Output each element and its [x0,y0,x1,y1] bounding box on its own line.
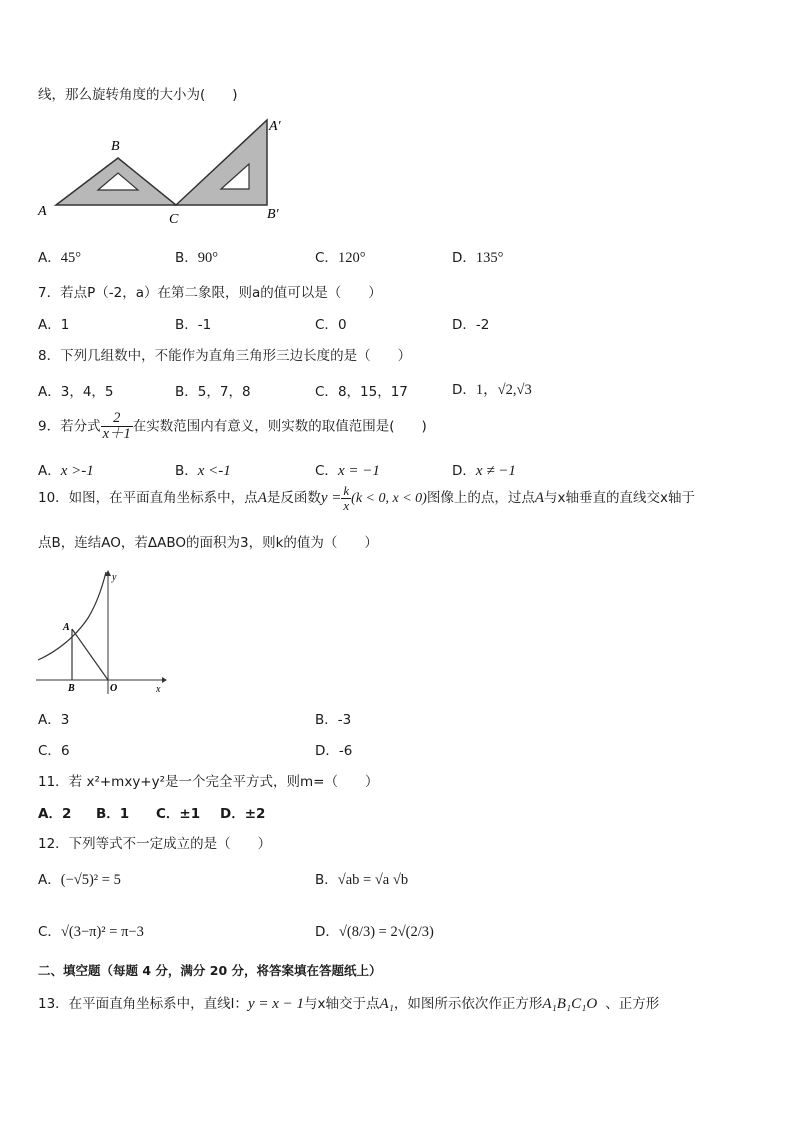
option-text: -1 [197,317,212,333]
label-b: B [68,683,75,694]
q12-option-d[interactable] [315,920,434,941]
q9-stem-post: 在实数范围内有意义，则实数的取值范围是( ) [132,418,427,435]
label-C: C [169,212,179,227]
option-text: 1 [119,806,130,822]
option-letter: C． [315,250,338,266]
q8-option-d[interactable] [452,378,532,399]
label-o: O [110,683,118,694]
q7-stem: 7．若点P（-2，a）在第二象限，则a的值可以是（ ） [38,285,382,301]
q6-stem-tail: 线，那么旋转角度的大小为( ) [38,87,238,103]
q13-text: 与x轴交于点 [304,996,380,1012]
q12-option-a[interactable] [38,868,121,889]
q10-text: 是反函数 [266,490,321,507]
fraction-denominator: x [343,497,350,513]
q11-option-b[interactable] [96,802,129,822]
q13-text: ，如图所示依次作正方形 [393,996,543,1012]
q10-condition: (k < 0, x < 0) [351,491,427,507]
option-letter: B． [175,317,198,333]
option-text: 5，7，8 [197,384,251,400]
label-x: x [156,684,161,695]
q11-option-a[interactable] [38,802,71,822]
option-letter: A． [38,250,61,266]
q6-option-d[interactable] [452,246,503,267]
q11-stem: 11．若 x²+mxy+y²是一个完全平方式，则m=（ ） [38,774,379,790]
label-A: A [38,204,47,219]
section-heading: 二、填空题（每题 4 分，满分 20 分，将答案填在答题纸上） [38,963,382,978]
option-letter: C． [156,806,180,822]
q11-option-c[interactable] [156,802,200,822]
label-a: A [63,622,70,633]
triangle-ca1b1 [176,120,267,205]
option-letter: D． [452,250,476,266]
option-text: 1，√2,√3 [475,382,532,398]
option-letter: D． [452,463,476,479]
option-letter: B． [315,872,338,888]
option-letter: C． [315,463,338,479]
option-letter: B． [175,463,198,479]
q9-stem [38,411,427,442]
option-letter: D． [452,317,476,333]
q13-stem [38,992,659,1013]
option-text: 90° [197,250,219,266]
q9-stem-pre: 9．若分式 [38,418,101,435]
option-letter: B． [315,712,338,728]
fraction-numerator: k [343,483,350,498]
option-text: 2 [61,806,72,822]
option-letter: A． [38,712,61,728]
q10-fraction [341,484,351,512]
q10-stem-line1 [38,484,695,512]
option-text: 1 [60,317,70,333]
option-letter: A． [38,872,61,888]
q13-square: A₁B₁C₁O [542,996,598,1012]
q8-option-c[interactable] [315,380,408,400]
q12-option-c[interactable] [38,920,144,941]
q6-option-a[interactable] [38,246,81,267]
q10-point-a: A [257,490,267,507]
option-text: 120° [337,250,366,266]
q10-option-a[interactable] [38,708,69,728]
q7-option-c[interactable] [315,313,347,333]
q13-text: 13．在平面直角坐标系中，直线l： [38,996,248,1012]
option-text: √(8/3) = 2√(2/3) [338,924,434,940]
label-B: B [111,139,120,154]
option-letter: A． [38,463,61,479]
option-text: -3 [337,712,352,728]
q6-option-b[interactable] [175,246,218,267]
option-text: 8，15，17 [337,384,408,400]
option-text: -6 [338,743,353,759]
option-text: 6 [60,743,70,759]
q10-option-d[interactable] [315,739,352,759]
option-text: 0 [337,317,347,333]
option-letter: B． [96,806,120,822]
option-text: √ab = √a √b [337,872,409,888]
option-text: x <-1 [197,463,231,479]
q13-equation: y = x − 1 [247,996,304,1012]
label-B-prime: B′ [267,207,279,222]
option-letter: A． [38,317,61,333]
q10-figure [36,568,168,696]
segment-ao [72,629,108,680]
label-A-prime: A′ [269,119,281,134]
option-text: ±1 [179,806,201,822]
q9-option-d[interactable] [452,459,516,480]
option-letter: A． [38,806,62,822]
option-text: 3，4，5 [60,384,114,400]
option-letter: A． [38,384,61,400]
option-text: -2 [475,317,490,333]
q10-func-y: y = [320,490,342,507]
x-axis-arrow-icon [162,677,167,683]
q9-option-b[interactable] [175,459,231,480]
option-text: 3 [60,712,70,728]
label-y: y [112,572,117,583]
q9-option-a[interactable] [38,459,94,480]
q7-option-a[interactable] [38,313,69,333]
option-text: 135° [475,250,504,266]
q9-option-c[interactable] [315,459,380,480]
q8-option-a[interactable] [38,380,114,400]
option-text: x = −1 [337,463,380,479]
option-text: 45° [60,250,82,266]
option-letter: D． [220,806,245,822]
option-text: ±2 [244,806,266,822]
q8-stem: 8．下列几组数中，不能作为直角三角形三边长度的是（ ） [38,348,412,364]
q9-fraction [101,411,133,442]
q6-figure [34,112,294,227]
option-text: x ≠ −1 [475,463,516,479]
q11-option-d[interactable] [220,802,265,822]
q6-option-c[interactable] [315,246,366,267]
option-letter: B． [175,250,198,266]
fraction-denominator: x＋1 [102,426,131,443]
option-letter: D． [452,382,476,398]
option-text: x >-1 [60,463,94,479]
option-letter: C． [38,924,61,940]
option-text: √(3−π)² = π−3 [60,924,144,940]
option-letter: B． [175,384,198,400]
q10-stem-line2: 点B，连结AO，若ΔABO的面积为3，则k的值为（ ） [38,535,378,551]
option-letter: C． [315,384,338,400]
q7-option-d[interactable] [452,313,489,333]
q7-option-b[interactable] [175,313,211,333]
option-letter: D． [315,924,339,940]
option-letter: C． [315,317,338,333]
q10-point-a: A [534,490,544,507]
option-letter: D． [315,743,339,759]
fraction-numerator: 2 [101,411,133,427]
q13-point: A₁ [379,996,394,1012]
option-text: (−√5)² = 5 [60,872,121,888]
q10-option-b[interactable] [315,708,351,728]
q10-option-c[interactable] [38,739,70,759]
q13-text: 、正方形 [605,996,660,1012]
q12-stem: 12．下列等式不一定成立的是（ ） [38,836,272,852]
q10-text: 图像上的点，过点 [426,490,535,507]
q10-text: 10．如图，在平面直角坐标系中，点 [38,490,258,507]
q12-option-b[interactable] [315,868,408,889]
q8-option-b[interactable] [175,380,251,400]
q10-text: 与x轴垂直的直线交x轴于 [544,490,695,507]
option-letter: C． [38,743,61,759]
